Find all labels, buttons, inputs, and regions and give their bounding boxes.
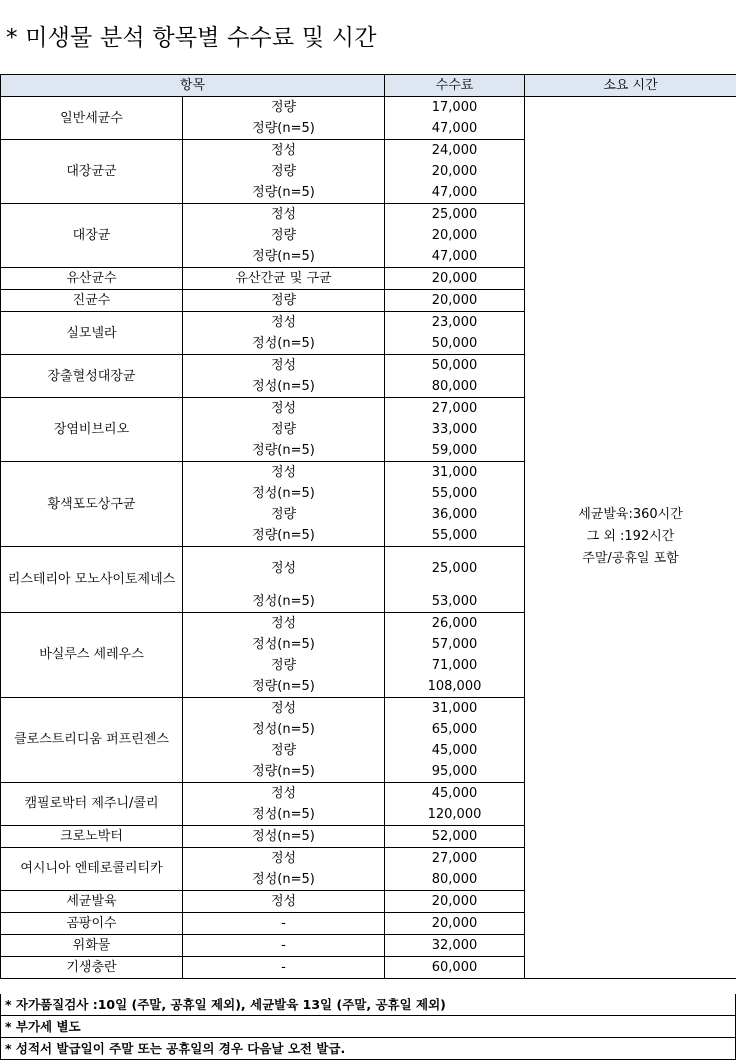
method-cell: 정성(n=5) xyxy=(183,483,385,504)
method-cell: 정성 xyxy=(183,612,385,634)
note-vat: * 부가세 별도 xyxy=(0,1016,736,1038)
table-header-row xyxy=(1,75,736,97)
method-cell: 정량 xyxy=(183,504,385,525)
item-name: 대장균 xyxy=(1,204,183,268)
fee-cell: 50,000 xyxy=(385,355,525,377)
fee-cell: 27,000 xyxy=(385,398,525,420)
note-certificate: * 성적서 발급일이 주말 또는 공휴일의 경우 다음날 오전 발급. xyxy=(0,1038,736,1060)
method-cell: 정성(n=5) xyxy=(183,719,385,740)
fee-cell: 20,000 xyxy=(385,225,525,246)
page-title: * 미생물 분석 항목별 수수료 및 시간 xyxy=(6,25,377,51)
header-time: 소요 시간 xyxy=(525,75,736,97)
method-cell: 정성 xyxy=(183,398,385,420)
table-row xyxy=(1,97,736,119)
fee-table xyxy=(0,74,736,979)
fee-cell: 20,000 xyxy=(385,268,525,290)
fee-cell: 25,000 xyxy=(385,204,525,226)
item-name: 기생충란 xyxy=(1,956,183,978)
fee-cell: 20,000 xyxy=(385,890,525,912)
time-line: 세균발육:360시간 xyxy=(578,507,683,523)
fee-cell: 20,000 xyxy=(385,290,525,312)
method-cell: 정량 xyxy=(183,419,385,440)
method-cell: - xyxy=(183,934,385,956)
item-name: 유산균수 xyxy=(1,268,183,290)
fee-cell: 55,000 xyxy=(385,483,525,504)
fee-cell: 20,000 xyxy=(385,912,525,934)
method-cell: 유산간균 및 구균 xyxy=(183,268,385,290)
method-cell: 정성(n=5) xyxy=(183,825,385,847)
item-name: 크로노박터 xyxy=(1,825,183,847)
fee-cell: 57,000 xyxy=(385,634,525,655)
fee-cell: 23,000 xyxy=(385,312,525,334)
fee-cell: 36,000 xyxy=(385,504,525,525)
item-name: 황색포도상구균 xyxy=(1,462,183,547)
method-cell: 정성 xyxy=(183,355,385,377)
fee-cell: 45,000 xyxy=(385,740,525,761)
method-cell: 정량 xyxy=(183,655,385,676)
item-name: 바실루스 세레우스 xyxy=(1,612,183,697)
item-name: 일반세균수 xyxy=(1,97,183,140)
method-cell: 정량(n=5) xyxy=(183,525,385,547)
item-name: 대장균군 xyxy=(1,140,183,204)
method-cell: 정성(n=5) xyxy=(183,333,385,355)
item-name: 위화물 xyxy=(1,934,183,956)
method-cell: 정성 xyxy=(183,890,385,912)
method-cell: 정성(n=5) xyxy=(183,869,385,891)
method-cell: 정성 xyxy=(183,847,385,869)
fee-cell: 59,000 xyxy=(385,440,525,462)
method-cell: 정량 xyxy=(183,225,385,246)
fee-cell: 31,000 xyxy=(385,462,525,484)
method-cell: 정성 xyxy=(183,462,385,484)
method-cell: 정량(n=5) xyxy=(183,761,385,783)
method-cell: 정성 xyxy=(183,697,385,719)
time-line: 그 외 :192시간 xyxy=(586,529,675,545)
fee-cell: 80,000 xyxy=(385,376,525,398)
method-cell: 정량(n=5) xyxy=(183,118,385,140)
time-cell xyxy=(525,97,736,979)
method-cell: 정량 xyxy=(183,161,385,182)
fee-cell: 65,000 xyxy=(385,719,525,740)
item-name: 실모넬라 xyxy=(1,312,183,355)
item-name: 곰팡이수 xyxy=(1,912,183,934)
method-cell: 정성(n=5) xyxy=(183,376,385,398)
fee-cell: 60,000 xyxy=(385,956,525,978)
item-name: 클로스트리디움 퍼프린젠스 xyxy=(1,697,183,782)
method-cell: 정성 xyxy=(183,547,385,591)
method-cell: - xyxy=(183,912,385,934)
method-cell: 정량 xyxy=(183,740,385,761)
fee-cell: 80,000 xyxy=(385,869,525,891)
method-cell: 정성(n=5) xyxy=(183,591,385,613)
notes xyxy=(0,994,736,1060)
method-cell: 정성 xyxy=(183,204,385,226)
fee-cell: 20,000 xyxy=(385,161,525,182)
fee-cell: 24,000 xyxy=(385,140,525,162)
header-item: 항목 xyxy=(1,75,385,97)
fee-table-body xyxy=(1,97,736,979)
header-fee: 수수료 xyxy=(385,75,525,97)
note-self-test: * 자가품질검사 :10일 (주말, 공휴일 제외), 세균발육 13일 (주말, 공휴일 제외) xyxy=(0,994,736,1016)
method-cell: 정성 xyxy=(183,782,385,804)
method-cell: 정량 xyxy=(183,97,385,119)
fee-cell: 32,000 xyxy=(385,934,525,956)
method-cell: - xyxy=(183,956,385,978)
fee-cell: 95,000 xyxy=(385,761,525,783)
fee-cell: 31,000 xyxy=(385,697,525,719)
fee-cell: 33,000 xyxy=(385,419,525,440)
item-name: 리스테리아 모노사이토제네스 xyxy=(1,547,183,613)
fee-cell: 120,000 xyxy=(385,804,525,826)
fee-cell: 47,000 xyxy=(385,246,525,268)
item-name: 여시니아 엔테로콜리티카 xyxy=(1,847,183,890)
method-cell: 정성(n=5) xyxy=(183,634,385,655)
fee-cell: 47,000 xyxy=(385,118,525,140)
fee-cell: 27,000 xyxy=(385,847,525,869)
item-name: 캠필로박터 제주니/콜리 xyxy=(1,782,183,825)
item-name: 세균발육 xyxy=(1,890,183,912)
fee-cell: 71,000 xyxy=(385,655,525,676)
item-name: 진균수 xyxy=(1,290,183,312)
method-cell: 정량(n=5) xyxy=(183,182,385,204)
fee-cell: 25,000 xyxy=(385,547,525,591)
fee-cell: 17,000 xyxy=(385,97,525,119)
method-cell: 정량(n=5) xyxy=(183,440,385,462)
method-cell: 정성 xyxy=(183,312,385,334)
fee-cell: 45,000 xyxy=(385,782,525,804)
fee-cell: 52,000 xyxy=(385,825,525,847)
method-cell: 정성 xyxy=(183,140,385,162)
time-line: 주말/공휴일 포함 xyxy=(582,551,679,567)
fee-cell: 55,000 xyxy=(385,525,525,547)
fee-cell: 47,000 xyxy=(385,182,525,204)
item-name: 장출혈성대장균 xyxy=(1,355,183,398)
method-cell: 정량(n=5) xyxy=(183,246,385,268)
fee-cell: 50,000 xyxy=(385,333,525,355)
method-cell: 정량(n=5) xyxy=(183,676,385,698)
fee-cell: 53,000 xyxy=(385,591,525,613)
method-cell: 정성(n=5) xyxy=(183,804,385,826)
item-name: 장염비브리오 xyxy=(1,398,183,462)
method-cell: 정량 xyxy=(183,290,385,312)
fee-cell: 26,000 xyxy=(385,612,525,634)
fee-cell: 108,000 xyxy=(385,676,525,698)
